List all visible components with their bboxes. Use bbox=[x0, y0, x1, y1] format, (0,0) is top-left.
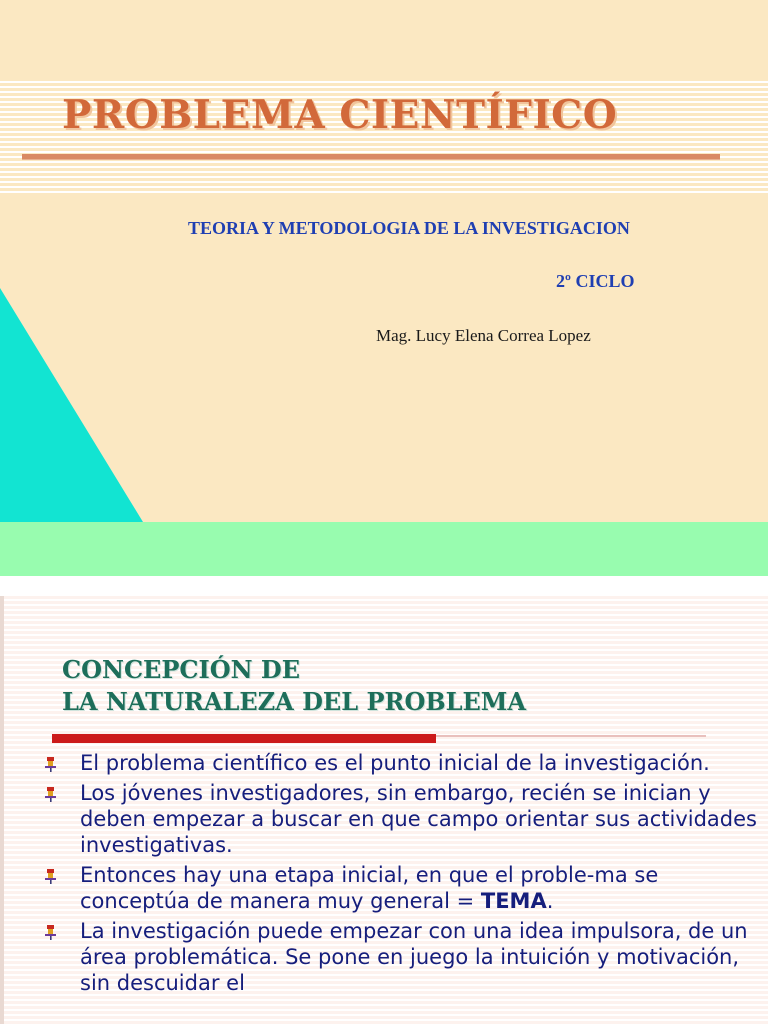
heading-thin-rule bbox=[436, 735, 706, 737]
list-item-text: Los jóvenes investigadores, sin embargo, recién se inician y deben empezar a buscar en que campo orientar sus actividades investigativas. bbox=[80, 781, 757, 857]
green-footer-band bbox=[0, 522, 768, 576]
list-item bbox=[44, 750, 758, 776]
section-heading bbox=[62, 654, 526, 718]
heading-red-rule bbox=[52, 734, 436, 743]
pushpin-bullet-icon bbox=[44, 783, 62, 801]
list-item bbox=[44, 862, 758, 914]
course-cycle: 2º CICLO bbox=[556, 271, 635, 291]
pushpin-bullet-icon bbox=[44, 865, 62, 883]
slide-title: PROBLEMA CIENTÍFICO bbox=[62, 92, 618, 138]
pushpin-bullet-icon bbox=[44, 753, 62, 771]
emphasis-term: TEMA bbox=[480, 889, 547, 913]
section-heading-line1: CONCEPCIÓN DE bbox=[62, 655, 301, 684]
title-underline bbox=[22, 154, 720, 160]
list-item-text: La investigación puede empezar con una idea impulsora, de un área problemática. Se pone en juego la intuición y motivación, sin descuidar el bbox=[80, 919, 748, 995]
list-item bbox=[44, 780, 758, 858]
section-heading-line2: LA NATURALEZA DEL PROBLEMA bbox=[62, 687, 526, 716]
pushpin-bullet-icon bbox=[44, 921, 62, 939]
slide-left-border bbox=[0, 596, 4, 1024]
author-name: Mag. Lucy Elena Correa Lopez bbox=[376, 326, 591, 345]
bullet-list bbox=[44, 750, 758, 1000]
list-item-text: Entonces hay una etapa inicial, en que el proble-ma se conceptúa de manera muy general = bbox=[80, 863, 659, 913]
content-slide bbox=[0, 596, 768, 1024]
list-item bbox=[44, 918, 758, 996]
course-subject: TEORIA Y METODOLOGIA DE LA INVESTIGACION bbox=[188, 218, 630, 238]
list-item-text: El problema científico es el punto inicial de la investigación. bbox=[80, 751, 710, 775]
list-item-suffix: . bbox=[546, 889, 554, 913]
